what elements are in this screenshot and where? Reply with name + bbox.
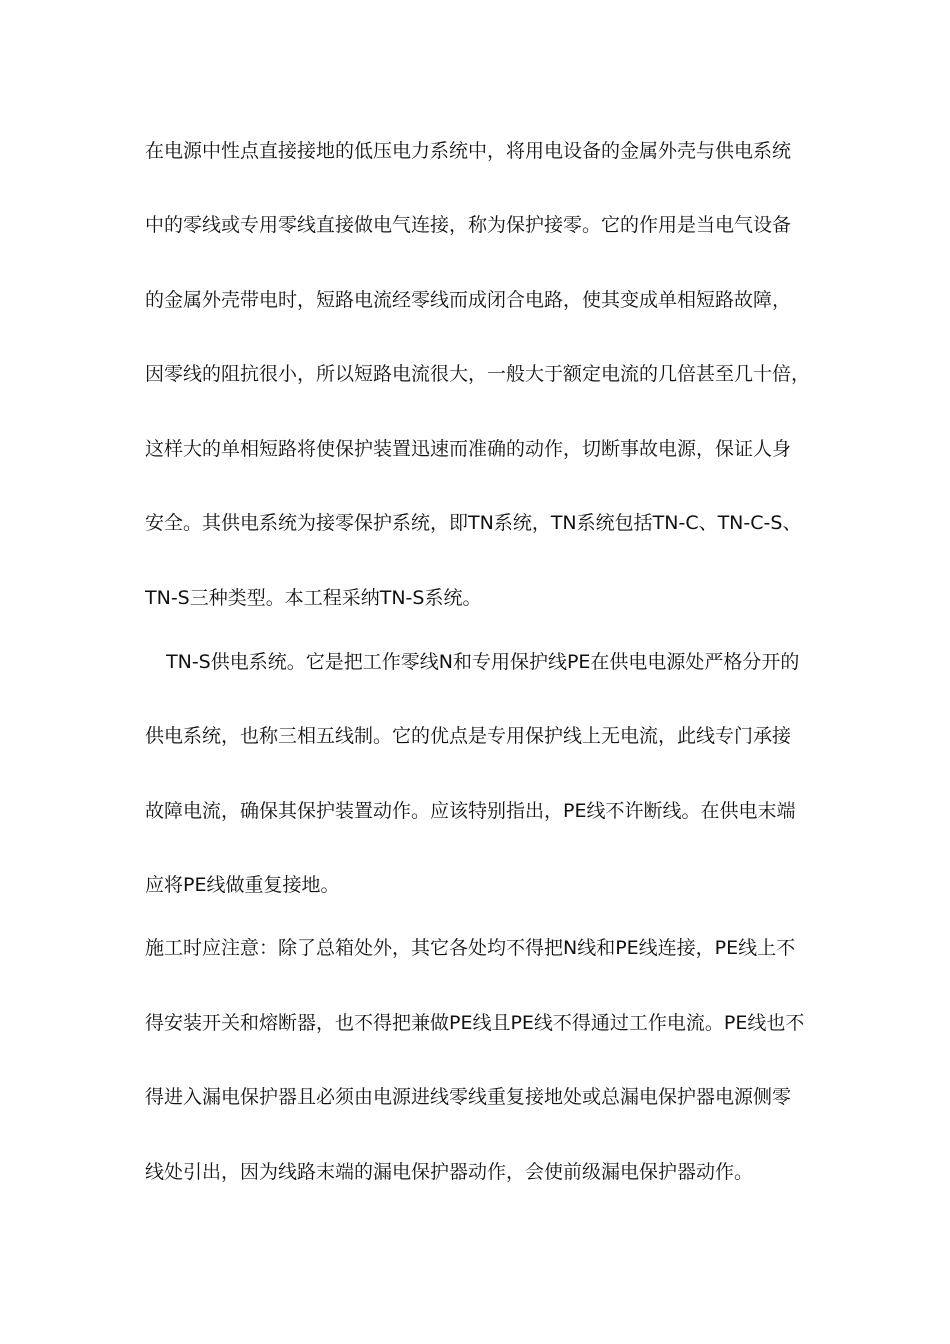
- paragraph-1-line-1: 在电源中性点直接接地的低压电力系统中，将用电设备的金属外壳与供电系统: [145, 140, 792, 162]
- paragraph-1-line-2: 中的零线或专用零线直接做电气连接，称为保护接零。它的作用是当电气设备: [145, 214, 792, 236]
- paragraph-3-line-2: 得安装开关和熔断器，也不得把兼做PE线且PE线不得通过工作电流。PE线也不: [145, 1012, 805, 1034]
- paragraph-1-line-3: 的金属外壳带电时，短路电流经零线而成闭合电路，使其变成单相短路故障，: [145, 289, 792, 311]
- paragraph-3-line-4: 线处引出，因为线路末端的漏电保护器动作，会使前级漏电保护器动作。: [145, 1161, 754, 1183]
- paragraph-2-line-2: 供电系统，也称三相五线制。它的优点是专用保护线上无电流，此线专门承接: [145, 725, 792, 747]
- paragraph-1-line-4: 因零线的阻抗很小，所以短路电流很大，一般大于额定电流的几倍甚至几十倍，: [145, 363, 810, 385]
- paragraph-2-line-3: 故障电流，确保其保护装置动作。应该特别指出，PE线不许断线。在供电末端: [145, 800, 796, 822]
- paragraph-2-line-4: 应将PE线做重复接地。: [145, 874, 340, 896]
- paragraph-3-line-3: 得进入漏电保护器且必须由电源进线零线重复接地处或总漏电保护器电源侧零: [145, 1086, 792, 1108]
- paragraph-1-line-5: 这样大的单相短路将使保护装置迅速而准确的动作，切断事故电源，保证人身: [145, 438, 792, 460]
- paragraph-1-line-6: 安全。其供电系统为接零保护系统，即TN系统，TN系统包括TN-C、TN-C-S、: [145, 512, 802, 534]
- paragraph-1-line-7: TN-S三种类型。本工程采纳TN-S系统。: [145, 587, 482, 609]
- paragraph-3-line-1: 施工时应注意：除了总箱处外，其它各处均不得把N线和PE线连接，PE线上不: [145, 937, 796, 959]
- paragraph-2-line-1: TN-S供电系统。它是把工作零线N和专用保护线PE在供电电源处严格分开的: [166, 651, 800, 673]
